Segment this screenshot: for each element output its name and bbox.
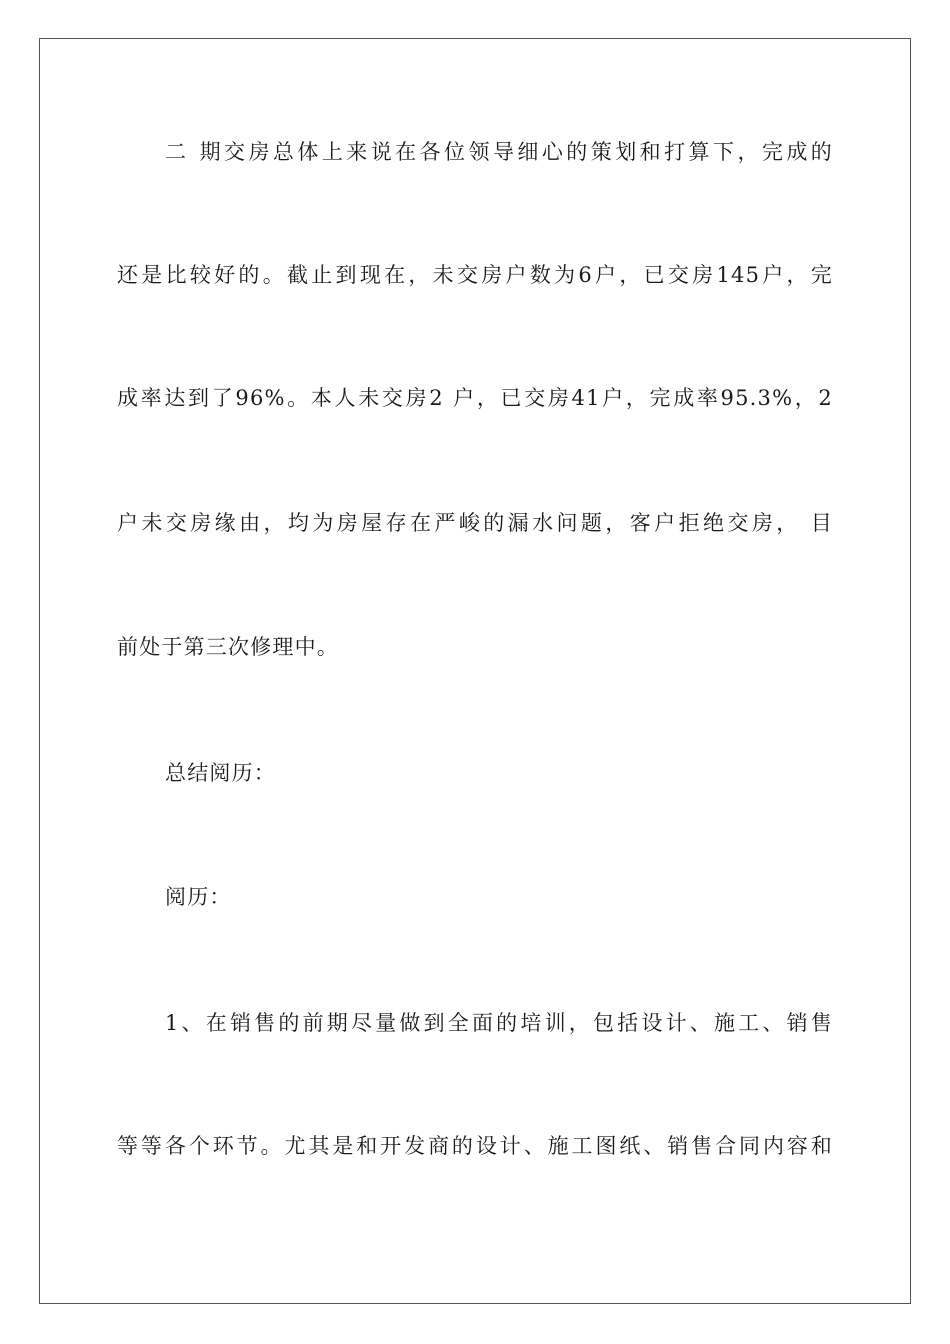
paragraph-1-line-4: 户未交房缘由，均为房屋存在严峻的漏水问题，客户拒绝交房， 目 bbox=[117, 511, 833, 535]
summary-heading: 总结阅历： bbox=[165, 761, 276, 785]
paragraph-1-line-1: 二 期交房总体上来说在各位领导细心的策划和打算下，完成的 bbox=[165, 140, 833, 164]
paragraph-1-line-2: 还是比较好的。截止到现在，未交房户数为6户，已交房145户，完 bbox=[117, 263, 833, 287]
experience-heading: 阅历： bbox=[165, 885, 232, 909]
paragraph-2-line-2: 等等各个环节。尤其是和开发商的设计、施工图纸、销售合同内容和 bbox=[117, 1134, 833, 1158]
paragraph-1-line-5: 前处于第三次修理中。 bbox=[117, 635, 339, 659]
paragraph-1-line-3: 成率达到了96%。本人未交房2 户，已交房41户，完成率95.3%，2 bbox=[117, 386, 833, 410]
page-border bbox=[39, 38, 911, 1304]
paragraph-2-line-1: 1、在销售的前期尽量做到全面的培训，包括设计、施工、销售 bbox=[165, 1011, 833, 1035]
